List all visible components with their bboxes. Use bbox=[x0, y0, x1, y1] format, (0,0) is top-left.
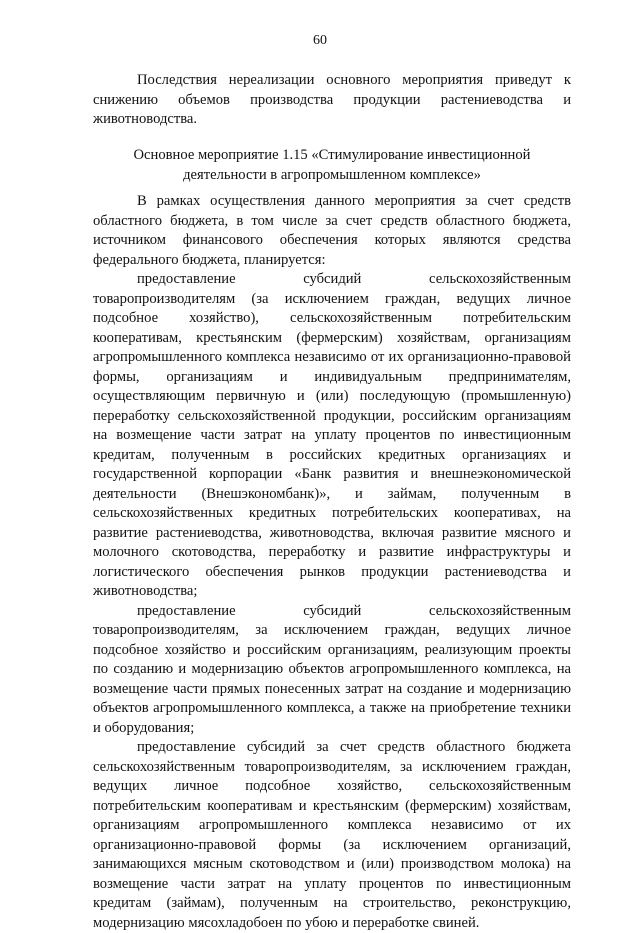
subsidy-paragraph-3: предоставление субсидий за счет средств областного бюджета сельскохозяйственным товаропроизводителям, за исключением граждан, ведущих личное подсобное хозяйство, сельскохозяйственным потребительским кооперативам и крестьянским (фермерским) хозяйствам, организациям агропромышленного комплекса независимо от их организационно-правовой формы (за исключением организаций, занимающихся мясным скотоводством и (или) производством молока) на возмещение части затрат на уплату процентов по инвестиционным кредитам (займам), полученным на строительство, реконструкцию, модернизацию мясохладобоен по убою и переработке свиней. bbox=[93, 739, 571, 931]
page-number: 60 bbox=[313, 33, 327, 48]
intro-paragraph: В рамках осуществления данного мероприятия за счет средств областного бюджета, в том числе за счет средств областного бюджета, источником финансового обеспечения которых являются средства федерального бюджета, планируется: bbox=[93, 193, 571, 268]
subsidy-paragraph-1: предоставление субсидий сельскохозяйственным товаропроизводителям (за исключением граждан, ведущих личное подсобное хозяйство), сельскохозяйственным потребительским кооперативам, крестьянским (фермерским) хозяйствам, организациям агропромышленного комплекса независимо от их организационно-правовой формы, организациям и индивидуальным предпринимателям, осуществляющим первичную и (или) последующую (промышленную) переработку сельскохозяйственной продукции, российским организациям на возмещение части затрат на уплату процентов по инвестиционным кредитам, полученным в российских кредитных организациях и государственной корпорации «Банк развития и внешнеэкономической деятельности (Внешэкономбанк)», и займам, полученным в сельскохозяйственных кредитных потребительских кооперативах, на развитие растениеводства, животноводства, включая развитие мясного и молочного скотоводства, переработку и развитие инфраструктуры и логистического обеспечения рынков продукции растениеводства и животноводства; bbox=[93, 271, 571, 599]
subsidy-paragraph-2: предоставление субсидий сельскохозяйственным товаропроизводителям, за исключением граждан, ведущих личное подсобное хозяйство и российским организациям, реализующим проекты по созданию и модернизацию объектов агропромышленного комплекса, на возмещение части прямых понесенных затрат на создание и модернизацию объектов агропромышленного комплекса, а также на приобретение техники и оборудования; bbox=[93, 602, 571, 736]
measure-body bbox=[93, 192, 571, 933]
consequence-section bbox=[93, 71, 571, 130]
consequence-paragraph: Последствия нереализации основного мероприятия приведут к снижению объемов производства продукции растениеводства и животноводства. bbox=[93, 72, 571, 127]
measure-heading: Основное мероприятие 1.15 «Стимулирование инвестиционной деятельности в агропромышленном комплексе» bbox=[133, 147, 531, 183]
